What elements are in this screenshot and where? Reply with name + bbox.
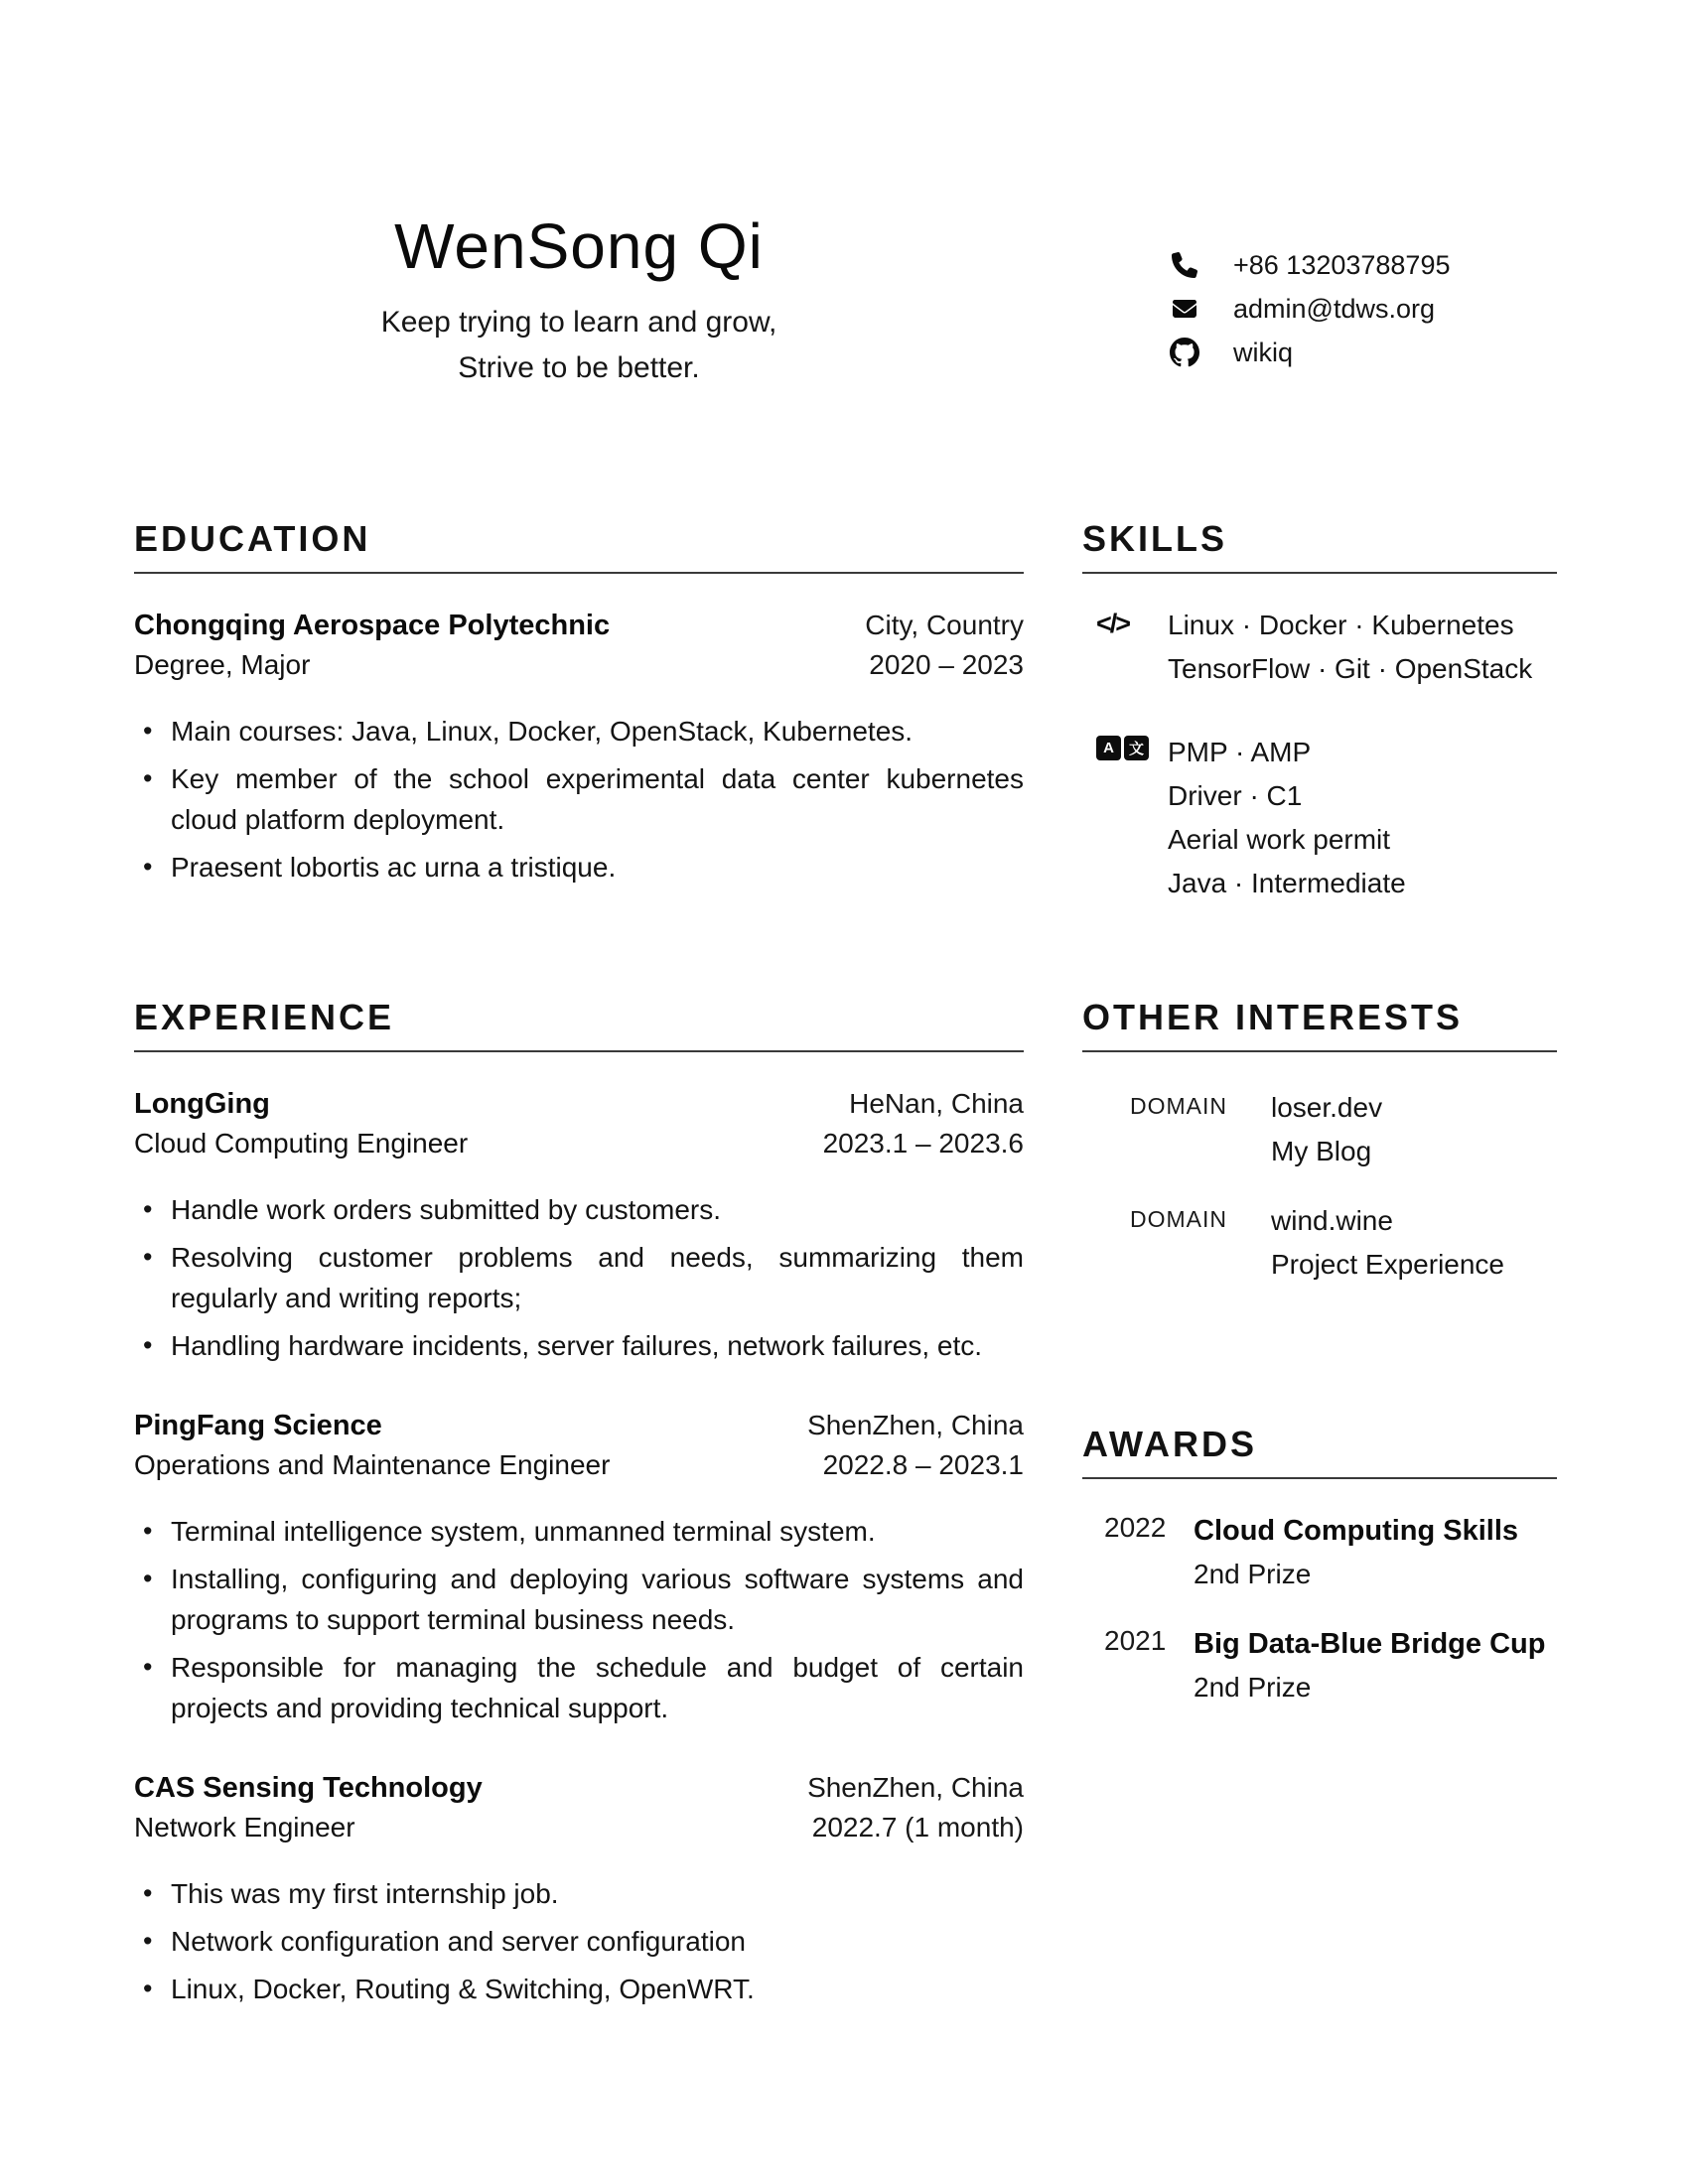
- skill-line: Java · Intermediate: [1168, 868, 1406, 898]
- language-icon: A 文: [1096, 731, 1168, 905]
- job-bullets: [134, 1873, 1024, 2009]
- job-role: Network Engineer: [134, 1812, 355, 1843]
- interest-item-loserdev: [1082, 1086, 1557, 1173]
- award-item-2022: [1082, 1509, 1557, 1596]
- skill-line: Aerial work permit: [1168, 824, 1391, 855]
- bullet-item: • Network configuration and server configuration: [134, 1921, 1024, 1962]
- job-dates: 2023.1 – 2023.6: [822, 1128, 1024, 1159]
- skill-group-certs: [1096, 731, 1557, 905]
- company-name: CAS Sensing Technology: [134, 1772, 483, 1804]
- award-item-2021: [1082, 1622, 1557, 1709]
- contact-github-row: [1170, 336, 1450, 369]
- tagline-line-2: Strive to be better.: [458, 351, 700, 384]
- bullet-item: • Praesent lobortis ac urna a tristique.: [134, 847, 1024, 887]
- bullet-item: • Main courses: Java, Linux, Docker, OpenStack, Kubernetes.: [134, 711, 1024, 751]
- school-location: City, Country: [865, 610, 1024, 640]
- section-experience: [134, 997, 1024, 2016]
- job-role: Cloud Computing Engineer: [134, 1128, 469, 1159]
- contact-block: [1170, 248, 1450, 379]
- interest-label: DOMAIN: [1130, 1093, 1227, 1119]
- phone-icon: [1170, 250, 1199, 280]
- page-title: WenSong Qi: [394, 210, 764, 282]
- company-name: PingFang Science: [134, 1410, 382, 1441]
- degree-label: Degree, Major: [134, 649, 311, 680]
- job-bullets: [134, 1511, 1024, 1728]
- award-title: Cloud Computing Skills: [1194, 1515, 1519, 1547]
- interest-value: loser.dev: [1271, 1092, 1383, 1123]
- interest-label: DOMAIN: [1130, 1206, 1227, 1232]
- skills-title: SKILLS: [1082, 518, 1557, 574]
- job-dates: 2022.8 – 2023.1: [822, 1449, 1024, 1480]
- education-bullets: [134, 711, 1024, 887]
- tagline: [134, 300, 1024, 391]
- company-location: ShenZhen, China: [807, 1772, 1024, 1803]
- bullet-item: • Installing, configuring and deploying various software systems and programs to support terminal business needs.: [134, 1559, 1024, 1640]
- bullet-item: • This was my first internship job.: [134, 1873, 1024, 1914]
- bullet-item: • Linux, Docker, Routing & Switching, OpenWRT.: [134, 1969, 1024, 2009]
- skill-line: Linux · Docker · Kubernetes: [1168, 610, 1514, 640]
- email-address: admin@tdws.org: [1233, 293, 1435, 324]
- interest-value: wind.wine: [1271, 1205, 1393, 1236]
- section-awards: [1082, 1424, 1557, 1709]
- contact-phone-row: [1170, 248, 1450, 282]
- header-block: [134, 210, 1024, 391]
- award-year: 2021: [1104, 1625, 1167, 1656]
- skill-line: TensorFlow · Git · OpenStack: [1168, 653, 1533, 684]
- award-year: 2022: [1104, 1512, 1167, 1543]
- experience-entry-pingfang: [134, 1406, 1024, 1728]
- award-prize: 2nd Prize: [1194, 1559, 1312, 1589]
- education-title: EDUCATION: [134, 518, 1024, 574]
- education-entry: [134, 606, 1024, 887]
- bullet-item: • Handling hardware incidents, server failures, network failures, etc.: [134, 1325, 1024, 1366]
- bullet-item: • Terminal intelligence system, unmanned terminal system.: [134, 1511, 1024, 1552]
- skill-line: Driver · C1: [1168, 780, 1303, 811]
- skill-line: PMP · AMP: [1168, 737, 1312, 767]
- tagline-line-1: Keep trying to learn and grow,: [380, 306, 777, 339]
- job-role: Operations and Maintenance Engineer: [134, 1449, 611, 1480]
- skill-group-tech: [1096, 604, 1557, 691]
- interest-description: My Blog: [1271, 1136, 1372, 1166]
- other-interests-title: OTHER INTERESTS: [1082, 997, 1557, 1052]
- bullet-item: • Handle work orders submitted by customers.: [134, 1189, 1024, 1230]
- bullet-item: • Responsible for managing the schedule and budget of certain projects and providing technical support.: [134, 1647, 1024, 1728]
- company-location: ShenZhen, China: [807, 1410, 1024, 1440]
- section-skills: [1082, 518, 1557, 905]
- education-dates: 2020 – 2023: [869, 649, 1024, 680]
- interest-item-windwine: [1082, 1199, 1557, 1287]
- envelope-icon: [1170, 294, 1199, 324]
- experience-entry-cas: [134, 1768, 1024, 2009]
- school-name: Chongqing Aerospace Polytechnic: [134, 610, 611, 641]
- experience-title: EXPERIENCE: [134, 997, 1024, 1052]
- company-location: HeNan, China: [849, 1088, 1024, 1119]
- awards-title: AWARDS: [1082, 1424, 1557, 1479]
- interest-description: Project Experience: [1271, 1249, 1505, 1280]
- phone-number: +86 13203788795: [1233, 249, 1451, 280]
- award-title: Big Data-Blue Bridge Cup: [1194, 1628, 1546, 1660]
- experience-entry-longging: [134, 1084, 1024, 1366]
- section-education: [134, 518, 1024, 894]
- bullet-item: • Resolving customer problems and needs, summarizing them regularly and writing reports;: [134, 1237, 1024, 1318]
- job-bullets: [134, 1189, 1024, 1366]
- contact-email-row: [1170, 292, 1450, 326]
- code-icon: </>: [1096, 609, 1130, 638]
- award-prize: 2nd Prize: [1194, 1672, 1312, 1703]
- section-other-interests: [1082, 997, 1557, 1287]
- github-handle: wikiq: [1233, 337, 1294, 367]
- github-icon: [1170, 338, 1199, 367]
- company-name: LongGing: [134, 1088, 270, 1120]
- bullet-item: • Key member of the school experimental data center kubernetes cloud platform deployment.: [134, 758, 1024, 840]
- job-dates: 2022.7 (1 month): [811, 1812, 1024, 1843]
